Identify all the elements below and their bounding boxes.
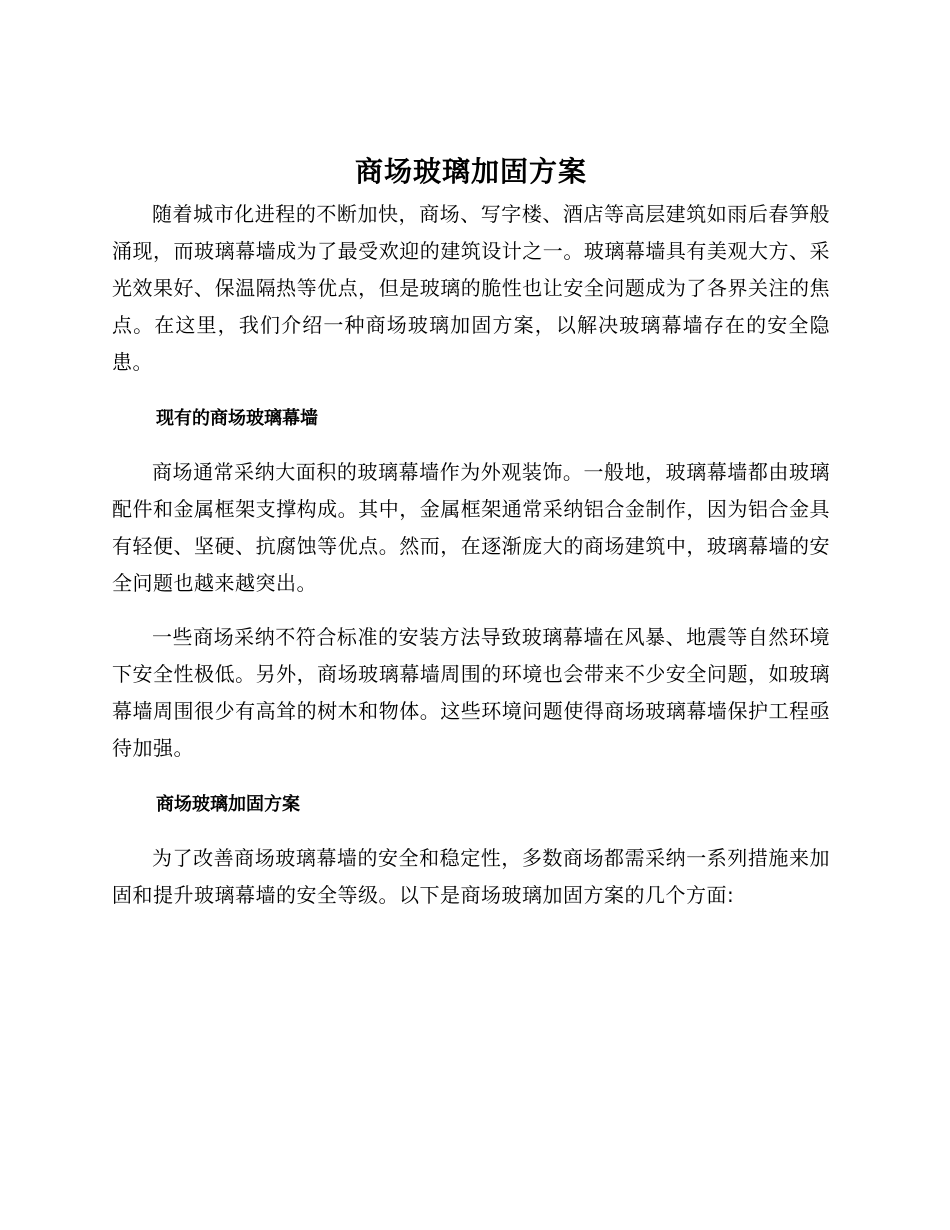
spacer: [112, 602, 830, 619]
spacer: [112, 823, 830, 840]
spacer: [112, 437, 830, 454]
section1-paragraph-2: 一些商场采纳不符合标准的安装方法导致玻璃幕墙在风暴、地震等自然环境下安全性极低。另外，商场玻璃幕墙周围的环境也会带来不少安全问题，如玻璃幕墙周围很少有高耸的树木和物体。这些环境问题使得商场玻璃幕墙保护工程亟待加强。: [112, 625, 830, 760]
spacer: [112, 767, 830, 786]
spacer: [112, 381, 830, 400]
document-title: 商场玻璃加固方案: [354, 155, 587, 188]
section1-paragraph-1: 商场通常采纳大面积的玻璃幕墙作为外观装饰。一般地，玻璃幕墙都由玻璃配件和金属框架支撑构成。其中，金属框架通常采纳铝合金制作，因为铝合金具有轻便、坚硬、抗腐蚀等优点。然而，在逐渐庞大的商场建筑中，玻璃幕墙的安全问题也越来越突出。: [112, 460, 830, 595]
section-heading-existing: 现有的商场玻璃幕墙: [156, 408, 318, 429]
intro-paragraph: 随着城市化进程的不断加快，商场、写字楼、酒店等高层建筑如雨后春笋般涌现，而玻璃幕墙成为了最受欢迎的建筑设计之一。玻璃幕墙具有美观大方、采光效果好、保温隔热等优点，但是玻璃的脆性也让安全问题成为了各界关注的焦点。在这里，我们介绍一种商场玻璃加固方案，以解决玻璃幕墙存在的安全隐患。: [112, 202, 830, 374]
section2-paragraph-1: 为了改善商场玻璃幕墙的安全和稳定性，多数商场都需采纳一系列措施来加固和提升玻璃幕墙的安全等级。以下是商场玻璃加固方案的几个方面:: [112, 846, 830, 907]
document-page: [112, 148, 830, 914]
section-heading-reinforcement: 商场玻璃加固方案: [156, 794, 300, 815]
